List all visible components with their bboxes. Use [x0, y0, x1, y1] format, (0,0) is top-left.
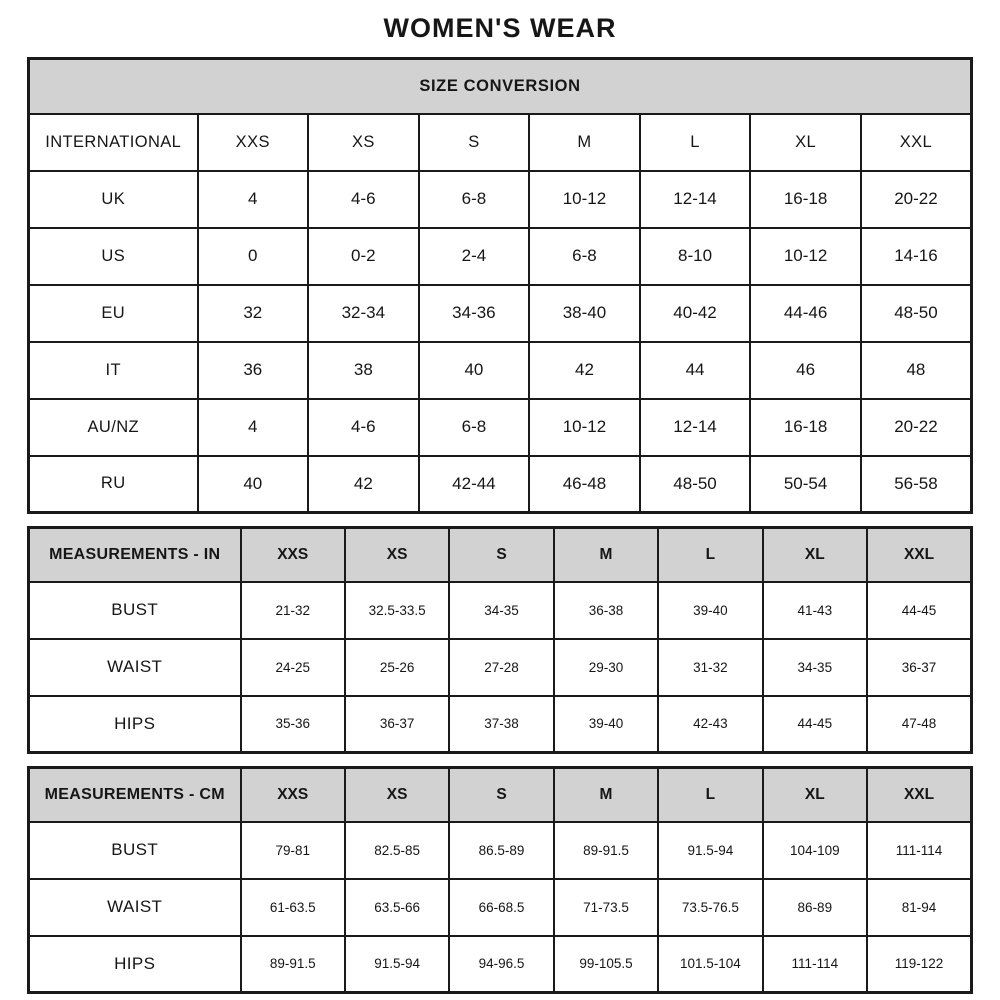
row-label: HIPS — [29, 696, 241, 753]
value-cell: 27-28 — [449, 639, 553, 696]
table-row — [29, 582, 972, 639]
value-cell: 6-8 — [419, 171, 530, 228]
size-header: XXL — [861, 114, 972, 171]
value-cell: 12-14 — [640, 171, 751, 228]
column-header-row — [29, 114, 972, 171]
size-header: XS — [345, 768, 449, 822]
table-title: MEASUREMENTS - CM — [29, 768, 241, 822]
size-header: S — [449, 768, 553, 822]
value-cell: 20-22 — [861, 399, 972, 456]
size-header: XS — [345, 528, 449, 582]
value-cell: 34-36 — [419, 285, 530, 342]
value-cell: 111-114 — [867, 822, 971, 879]
table-row — [29, 822, 972, 879]
value-cell: 44-45 — [867, 582, 971, 639]
size-header: XL — [750, 114, 861, 171]
value-cell: 71-73.5 — [554, 879, 658, 936]
row-label: RU — [29, 456, 198, 513]
table-title-row — [29, 59, 972, 114]
value-cell: 46-48 — [529, 456, 640, 513]
table-row — [29, 228, 972, 285]
value-cell: 47-48 — [867, 696, 971, 753]
value-cell: 101.5-104 — [658, 936, 762, 993]
value-cell: 111-114 — [763, 936, 867, 993]
table-row — [29, 879, 972, 936]
value-cell: 10-12 — [529, 171, 640, 228]
value-cell: 39-40 — [554, 696, 658, 753]
value-cell: 21-32 — [241, 582, 345, 639]
value-cell: 41-43 — [763, 582, 867, 639]
size-conversion-table — [27, 57, 973, 514]
page-title: WOMEN'S WEAR — [383, 13, 617, 43]
value-cell: 46 — [750, 342, 861, 399]
value-cell: 81-94 — [867, 879, 971, 936]
value-cell: 91.5-94 — [658, 822, 762, 879]
size-header: XXS — [241, 768, 345, 822]
size-header: XS — [308, 114, 419, 171]
value-cell: 36 — [198, 342, 309, 399]
value-cell: 48-50 — [861, 285, 972, 342]
size-header: M — [554, 768, 658, 822]
value-cell: 0 — [198, 228, 309, 285]
value-cell: 50-54 — [750, 456, 861, 513]
table-row — [29, 171, 972, 228]
table-title: MEASUREMENTS - IN — [29, 528, 241, 582]
table-header-row — [29, 528, 972, 582]
row-label: US — [29, 228, 198, 285]
value-cell: 66-68.5 — [449, 879, 553, 936]
value-cell: 6-8 — [419, 399, 530, 456]
value-cell: 36-37 — [345, 696, 449, 753]
value-cell: 40 — [198, 456, 309, 513]
value-cell: 79-81 — [241, 822, 345, 879]
value-cell: 4-6 — [308, 171, 419, 228]
value-cell: 82.5-85 — [345, 822, 449, 879]
column-header-international: INTERNATIONAL — [29, 114, 198, 171]
value-cell: 104-109 — [763, 822, 867, 879]
value-cell: 40-42 — [640, 285, 751, 342]
table-row — [29, 285, 972, 342]
value-cell: 38-40 — [529, 285, 640, 342]
value-cell: 32.5-33.5 — [345, 582, 449, 639]
value-cell: 37-38 — [449, 696, 553, 753]
value-cell: 36-37 — [867, 639, 971, 696]
value-cell: 16-18 — [750, 399, 861, 456]
value-cell: 36-38 — [554, 582, 658, 639]
value-cell: 10-12 — [750, 228, 861, 285]
value-cell: 2-4 — [419, 228, 530, 285]
size-header: XXS — [241, 528, 345, 582]
value-cell: 4 — [198, 171, 309, 228]
value-cell: 44-46 — [750, 285, 861, 342]
size-header: XL — [763, 768, 867, 822]
table-row — [29, 936, 972, 993]
value-cell: 35-36 — [241, 696, 345, 753]
value-cell: 8-10 — [640, 228, 751, 285]
value-cell: 119-122 — [867, 936, 971, 993]
value-cell: 0-2 — [308, 228, 419, 285]
row-label: WAIST — [29, 879, 241, 936]
value-cell: 63.5-66 — [345, 879, 449, 936]
size-header: L — [640, 114, 751, 171]
row-label: IT — [29, 342, 198, 399]
row-label: BUST — [29, 822, 241, 879]
value-cell: 44-45 — [763, 696, 867, 753]
row-label: EU — [29, 285, 198, 342]
value-cell: 42 — [308, 456, 419, 513]
measurements-cm-table — [27, 766, 973, 994]
value-cell: 32 — [198, 285, 309, 342]
value-cell: 48 — [861, 342, 972, 399]
value-cell: 42-44 — [419, 456, 530, 513]
value-cell: 94-96.5 — [449, 936, 553, 993]
value-cell: 42-43 — [658, 696, 762, 753]
value-cell: 86-89 — [763, 879, 867, 936]
table-header-row — [29, 768, 972, 822]
value-cell: 73.5-76.5 — [658, 879, 762, 936]
value-cell: 34-35 — [763, 639, 867, 696]
row-label: WAIST — [29, 639, 241, 696]
table-row — [29, 399, 972, 456]
value-cell: 56-58 — [861, 456, 972, 513]
value-cell: 12-14 — [640, 399, 751, 456]
measurements-in-table — [27, 526, 973, 754]
value-cell: 40 — [419, 342, 530, 399]
value-cell: 10-12 — [529, 399, 640, 456]
value-cell: 61-63.5 — [241, 879, 345, 936]
value-cell: 32-34 — [308, 285, 419, 342]
value-cell: 99-105.5 — [554, 936, 658, 993]
value-cell: 48-50 — [640, 456, 751, 513]
value-cell: 39-40 — [658, 582, 762, 639]
value-cell: 44 — [640, 342, 751, 399]
value-cell: 34-35 — [449, 582, 553, 639]
table-title: SIZE CONVERSION — [29, 59, 972, 114]
value-cell: 86.5-89 — [449, 822, 553, 879]
size-header: XXL — [867, 528, 971, 582]
size-header: S — [419, 114, 530, 171]
value-cell: 89-91.5 — [241, 936, 345, 993]
row-label: UK — [29, 171, 198, 228]
table-row — [29, 639, 972, 696]
size-header: XXS — [198, 114, 309, 171]
row-label: BUST — [29, 582, 241, 639]
value-cell: 24-25 — [241, 639, 345, 696]
size-header: M — [529, 114, 640, 171]
table-row — [29, 342, 972, 399]
value-cell: 20-22 — [861, 171, 972, 228]
size-header: L — [658, 768, 762, 822]
value-cell: 4-6 — [308, 399, 419, 456]
table-row — [29, 696, 972, 753]
value-cell: 42 — [529, 342, 640, 399]
size-header: XXL — [867, 768, 971, 822]
value-cell: 31-32 — [658, 639, 762, 696]
value-cell: 4 — [198, 399, 309, 456]
size-header: S — [449, 528, 553, 582]
value-cell: 91.5-94 — [345, 936, 449, 993]
value-cell: 14-16 — [861, 228, 972, 285]
size-header: L — [658, 528, 762, 582]
size-header: XL — [763, 528, 867, 582]
value-cell: 25-26 — [345, 639, 449, 696]
row-label: AU/NZ — [29, 399, 198, 456]
value-cell: 6-8 — [529, 228, 640, 285]
value-cell: 89-91.5 — [554, 822, 658, 879]
row-label: HIPS — [29, 936, 241, 993]
value-cell: 38 — [308, 342, 419, 399]
table-row — [29, 456, 972, 513]
value-cell: 16-18 — [750, 171, 861, 228]
size-header: M — [554, 528, 658, 582]
value-cell: 29-30 — [554, 639, 658, 696]
